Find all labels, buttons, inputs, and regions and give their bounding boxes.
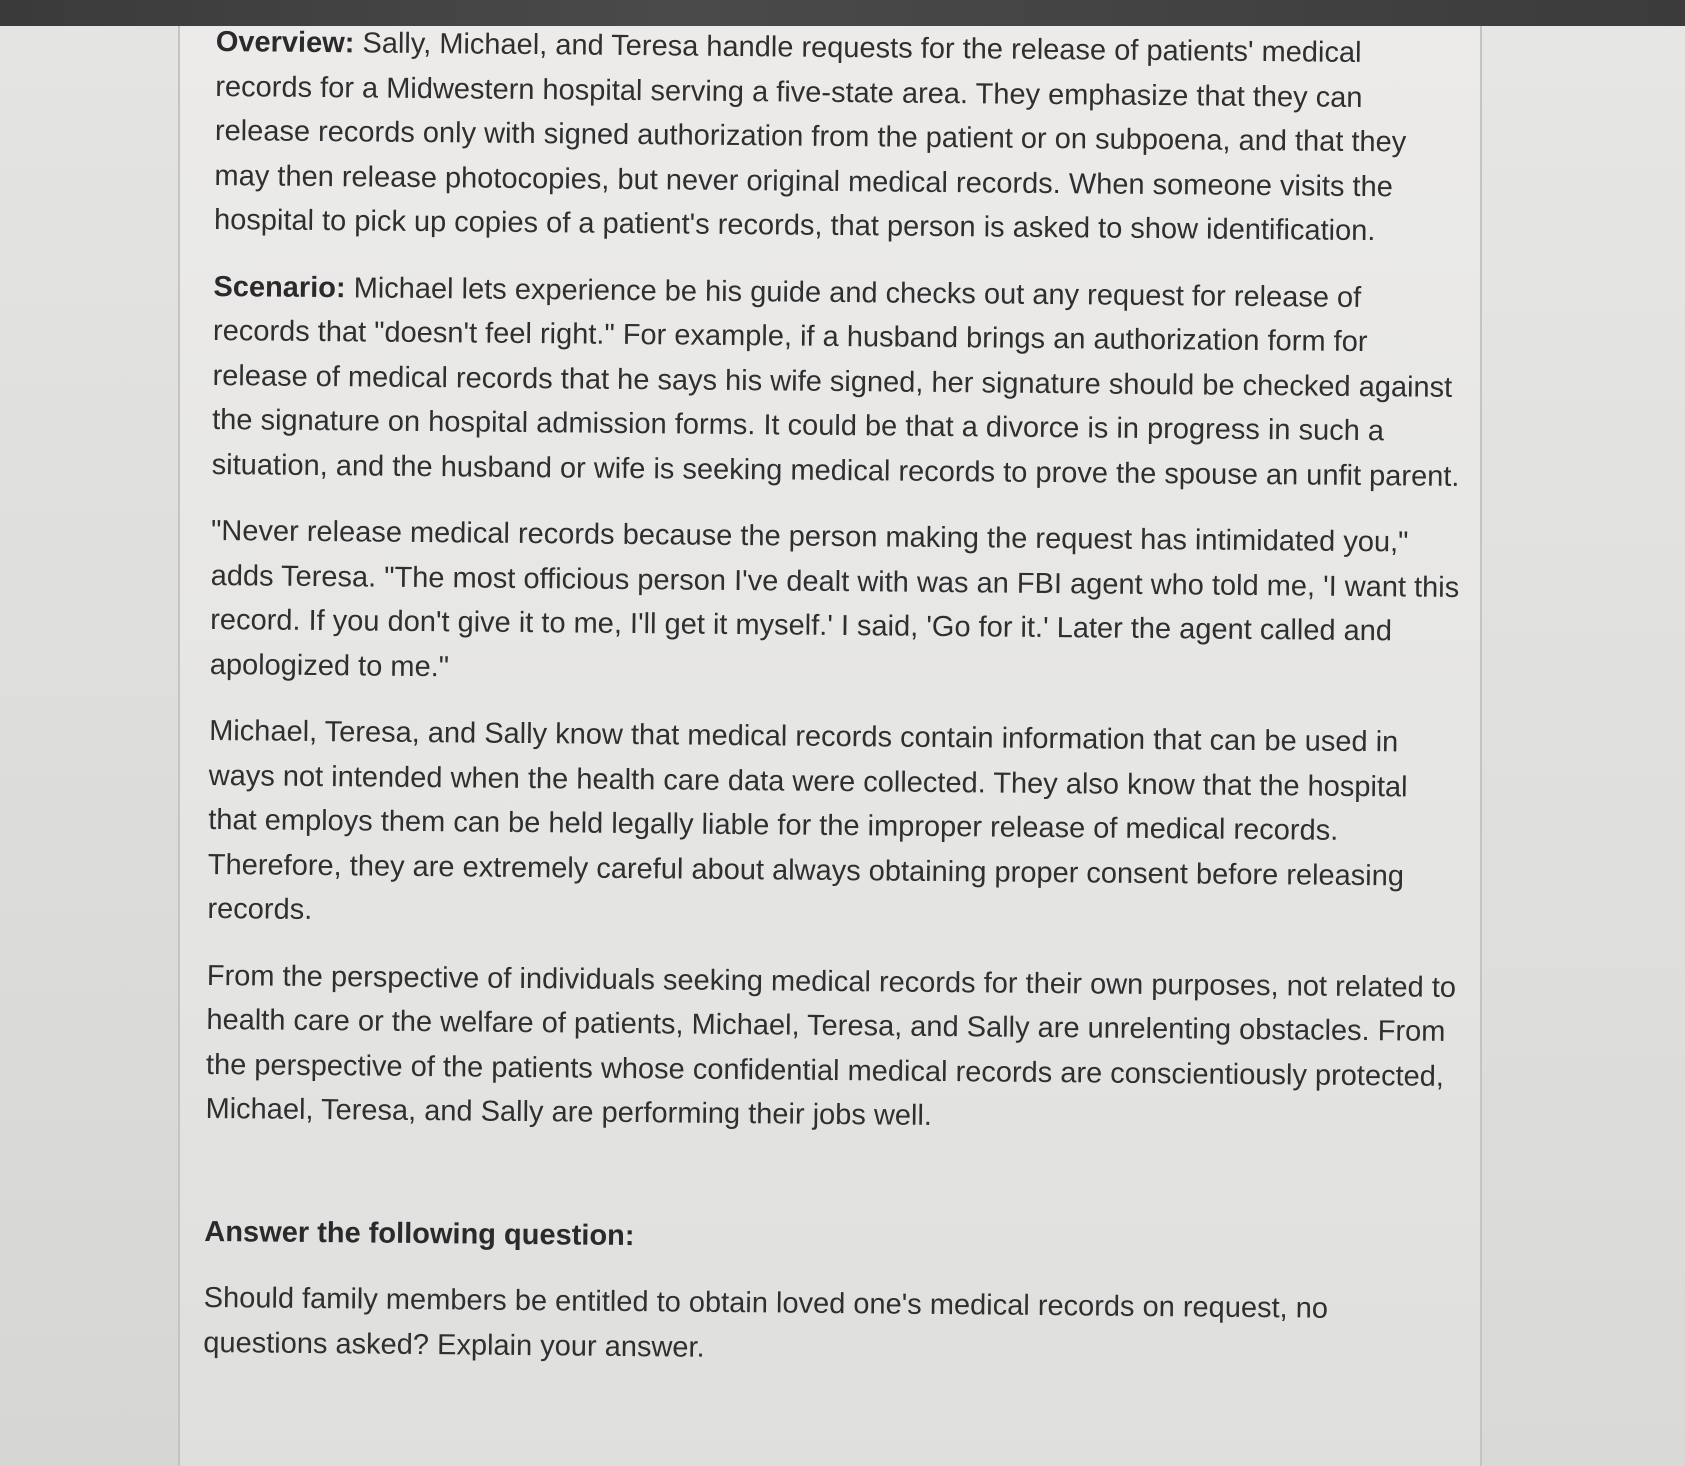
- scenario-text: Michael lets experience be his guide and checks out any request for release of records that "doesn't feel right." For example, if a husband brings an authorization form for release of medical records that he says his wife signed, her signature should be checked against the signature on hospital admission forms. It could be that a divorce is in progress in such a situation, and the husband or wife is seeking medical records to prove the spouse an unfit parent.: [211, 271, 1460, 493]
- left-gutter: [0, 26, 178, 1466]
- quote-paragraph: "Never release medical records because the person making the request has intimidated you," adds Teresa. "The most officious person I've dealt with was an FBI agent who told me, 'I want this record. If you don't give it to me, I'll get it myself.' I said, 'Go for it.' Later the agent called and apologized to me.": [209, 514, 1460, 683]
- scenario-paragraph: [212, 264, 1464, 498]
- overview-text: Sally, Michael, and Teresa handle requests for the release of patients' medical records for a Midwestern hospital serving a five-state area. They emphasize that they can release records only with signed authorization from the patient or on subpoena, and that they may then release photocopies, but never original medical records. When someone visits the hospital to pick up copies of a patient's records, that person is asked to show identification.: [213, 27, 1407, 248]
- right-gutter: [1482, 26, 1685, 1466]
- overview-paragraph: [214, 20, 1466, 254]
- question-heading: Answer the following question:: [204, 1215, 635, 1252]
- question-text: Should family members be entitled to obtain loved one's medical records on request, no questions asked? Explain your answer.: [203, 1281, 1329, 1364]
- scenario-label: Scenario:: [213, 270, 346, 304]
- knowledge-paragraph: Michael, Teresa, and Sally know that medical records contain information that can be used in ways not intended when the health care data were collected. They also know that the hospital that employs them can be held legally liable for the improper release of medical records. Therefore, they are extremely careful about always obtaining proper consent before releasing records.: [207, 714, 1408, 926]
- perspective-paragraph: From the perspective of individuals seeking medical records for their own purposes, not related to health care or the welfare of patients, Michael, Teresa, and Sally are unrelenting obstacles. From the perspective of the patients whose confidential medical records are conscientiously protected, Michael, Teresa, and Sally are performing their jobs well.: [205, 959, 1457, 1132]
- overview-label: Overview:: [215, 25, 355, 60]
- document-body: [203, 20, 1466, 1377]
